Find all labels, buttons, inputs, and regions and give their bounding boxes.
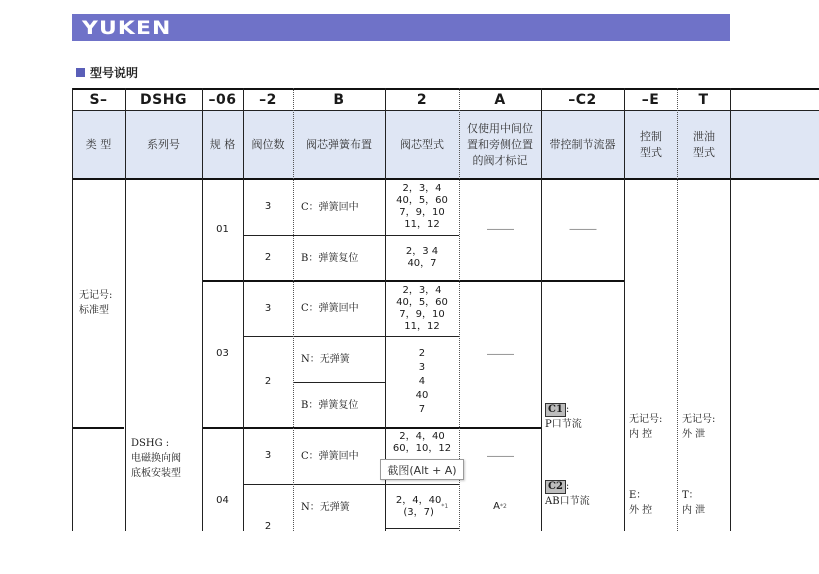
spool-03-nb: 2 3 4 40 7 [415, 348, 429, 415]
positions-04-2: 2 [264, 521, 272, 532]
spool-01-c: 2，3，4 40，5，60 7，9，10 11，12 [396, 183, 448, 230]
spring-03-c: C：弹簧回中 [301, 303, 359, 314]
note-2-marker: *2 [500, 502, 507, 510]
positions-04-3: 3 [264, 450, 272, 461]
drain-external: 无记号: 外 泄 [682, 414, 716, 440]
type-divider [72, 427, 124, 429]
positions-03-2: 2 [264, 376, 272, 387]
note-1-marker: *1 [441, 502, 449, 510]
positions-01-2: 2 [264, 252, 272, 263]
spool-04-n [385, 485, 459, 528]
positions-01-3: 3 [264, 201, 272, 212]
label-spring: 阀芯弹簧布置 [306, 137, 372, 151]
code-spool: 2 [416, 91, 428, 108]
code-marking: A [494, 91, 506, 108]
throttle-c1: C1 : P口节流 [545, 404, 582, 430]
code-drain: T [698, 91, 709, 108]
size-04: 04 [216, 495, 229, 506]
marking-a [459, 485, 541, 528]
label-series: 系列号 [147, 137, 180, 151]
col-line [677, 88, 678, 531]
spool-01-b: 2，3 4 40，7 [405, 246, 439, 269]
spring-01-b: B：弹簧复位 [301, 252, 359, 264]
spring-04-n: N：无弹簧 [301, 501, 350, 513]
c1-label: P口节流 [545, 419, 582, 430]
label-throttle: 带控制节流器 [549, 137, 616, 151]
spool-04-n-text: 2，4，40 (3，7) [395, 494, 442, 518]
marking-01-dash: ——— [486, 224, 514, 235]
c1-code-box: C1 [545, 403, 566, 417]
label-control: 控制型式 [640, 129, 662, 159]
marking-04-dash: ——— [486, 450, 514, 462]
label-spool: 阀芯型式 [400, 137, 444, 151]
code-positions: –2 [259, 91, 277, 108]
screenshot-tooltip: 截图(Alt + A) [380, 459, 464, 480]
code-size: –06 [208, 91, 237, 108]
positions-03-3: 3 [264, 302, 272, 314]
code-series: DSHG [140, 91, 187, 108]
size-01: 01 [216, 223, 229, 235]
col-line [624, 88, 625, 531]
throttle-c2: C2 : AB口节流 [545, 481, 590, 507]
spring-03-n: N：无弹簧 [301, 354, 350, 365]
label-marking: 仅使用中间位置和旁侧位置的阀才标记 [467, 121, 533, 167]
spool-03-c: 2，3，4 40，5，60 7，9，10 11，12 [396, 284, 448, 332]
drain-internal: T： 内 泄 [682, 490, 706, 516]
code-type: S– [89, 91, 108, 108]
label-type: 类 型 [85, 137, 112, 151]
type-standard: 无记号: 标准型 [79, 290, 113, 316]
spring-03-b: B：弹簧复位 [301, 399, 359, 411]
spool-04-c: 2，4，40 60，10，12 [392, 431, 452, 454]
control-internal: 无记号: 内 控 [629, 414, 663, 440]
code-control: –E [641, 91, 660, 108]
code-spring: B [333, 91, 345, 108]
label-size: 规 格 [209, 137, 236, 151]
throttle-01-dash: ——— [569, 224, 596, 235]
spring-04-c: C：弹簧回中 [301, 450, 359, 462]
section-title-text: 型号说明 [90, 66, 139, 80]
marking-a-text: A [493, 500, 500, 512]
spring-01-c: C：弹簧回中 [301, 201, 359, 213]
size-03: 03 [216, 348, 229, 359]
col-line [730, 88, 731, 531]
marking-03-dash: ——— [486, 348, 514, 360]
label-drain: 泄油型式 [693, 129, 715, 159]
c2-label: AB口节流 [545, 496, 590, 507]
c2-code-box: C2 [545, 480, 566, 494]
yuken-logo: YUKEN [82, 17, 172, 39]
series-dshg: DSHG : 电磁换向阀 底板安装型 [131, 437, 181, 479]
code-throttle: –C2 [568, 91, 597, 108]
row-line [385, 528, 459, 529]
control-external: E： 外 控 [629, 490, 653, 516]
label-positions: 阀位数 [251, 137, 285, 151]
